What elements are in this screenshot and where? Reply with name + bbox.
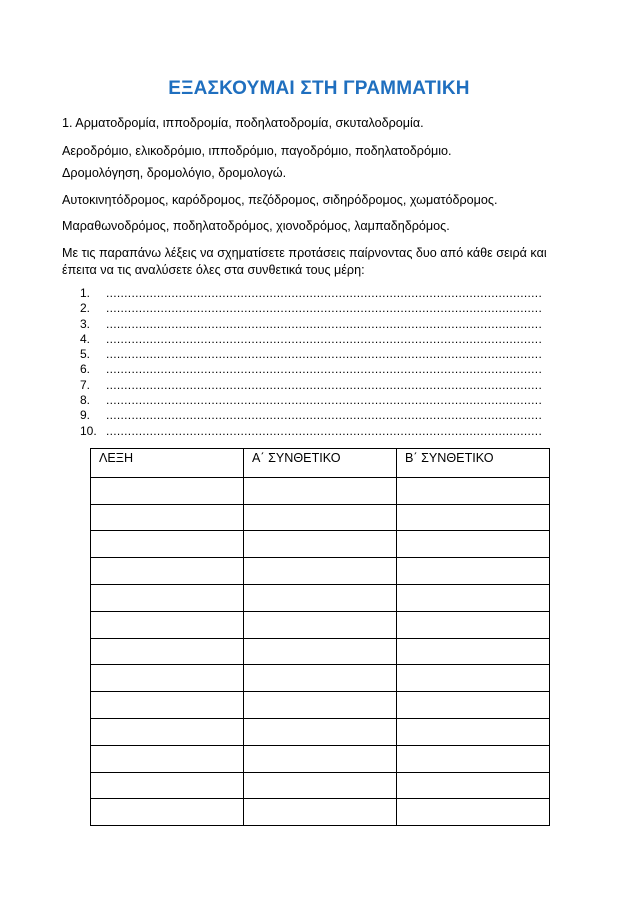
- answer-line[interactable]: [80, 393, 543, 408]
- word-cell[interactable]: [91, 772, 244, 799]
- second-component-cell[interactable]: [397, 611, 550, 638]
- dotted-line: ........................................................................................................................: [106, 393, 543, 408]
- table-row: [91, 665, 550, 692]
- line-number: 2.: [80, 301, 91, 316]
- line-number: 8.: [80, 393, 91, 408]
- instruction-text: Με τις παραπάνω λέξεις να σχηματίσετε προτάσεις παίρνοντας δυο από κάθε σειρά και έπειτα να τις αναλύσετε όλες στα συνθετικά τους μέρη:: [62, 246, 547, 277]
- worksheet-title: ΕΞΑΣΚΟΥΜΑΙ ΣΤΗ ΓΡΑΜΜΑΤΙΚΗ: [168, 78, 470, 99]
- dotted-line: ........................................................................................................................: [106, 362, 543, 377]
- table-row: [91, 745, 550, 772]
- second-component-cell[interactable]: [397, 718, 550, 745]
- dotted-line: ........................................................................................................................: [106, 423, 543, 438]
- first-component-cell[interactable]: [244, 772, 397, 799]
- numbered-answer-lines: [80, 286, 543, 439]
- word-cell[interactable]: [91, 531, 244, 558]
- first-component-cell[interactable]: [244, 504, 397, 531]
- line-number: 9.: [80, 408, 91, 423]
- dotted-line: ........................................................................................................................: [106, 301, 543, 316]
- first-component-cell[interactable]: [244, 799, 397, 826]
- table-row: [91, 558, 550, 585]
- first-component-cell[interactable]: [244, 477, 397, 504]
- answer-line[interactable]: [80, 347, 543, 362]
- word-line-1: 1. Αρματοδρομία, ιπποδρομία, ποδηλατοδρομία, σκυταλοδρομία.: [62, 116, 424, 130]
- first-component-cell[interactable]: [244, 531, 397, 558]
- word-cell[interactable]: [91, 638, 244, 665]
- first-component-cell[interactable]: [244, 558, 397, 585]
- dotted-line: ........................................................................................................................: [106, 331, 543, 346]
- table-row: [91, 504, 550, 531]
- line-number: 7.: [80, 377, 91, 392]
- column-header-first-component: Α΄ ΣΥΝΘΕΤΙΚΟ: [244, 449, 397, 478]
- line-number: 4.: [80, 331, 91, 346]
- table-row: [91, 718, 550, 745]
- table-row: [91, 692, 550, 719]
- second-component-cell[interactable]: [397, 584, 550, 611]
- table-row: [91, 531, 550, 558]
- answer-line[interactable]: [80, 408, 543, 423]
- first-component-cell[interactable]: [244, 665, 397, 692]
- line-number: 1.: [80, 286, 91, 300]
- word-line-4: Αυτοκινητόδρομος, καρόδρομος, πεζόδρομος, σιδηρόδρομος, χωματόδρομος.: [62, 193, 498, 207]
- line-number: 5.: [80, 347, 91, 362]
- dotted-line: ........................................................................................................................: [106, 377, 543, 392]
- word-cell[interactable]: [91, 745, 244, 772]
- second-component-cell[interactable]: [397, 799, 550, 826]
- second-component-cell[interactable]: [397, 692, 550, 719]
- dotted-line: ........................................................................................................................: [106, 286, 543, 300]
- answer-line[interactable]: [80, 316, 543, 332]
- word-line-2: Αεροδρόμιο, ελικοδρόμιο, ιπποδρόμιο, παγοδρόμιο, ποδηλατοδρόμιο.: [62, 144, 452, 158]
- first-component-cell[interactable]: [244, 638, 397, 665]
- line-number: 10.: [80, 423, 97, 438]
- second-component-cell[interactable]: [397, 531, 550, 558]
- dotted-line: ........................................................................................................................: [106, 316, 543, 331]
- word-cell[interactable]: [91, 718, 244, 745]
- answer-line[interactable]: [80, 377, 543, 393]
- word-cell[interactable]: [91, 611, 244, 638]
- answer-line[interactable]: [80, 362, 543, 377]
- word-line-5: Μαραθωνοδρόμος, ποδηλατοδρόμος, χιονοδρόμος, λαμπαδηδρόμος.: [62, 219, 450, 233]
- line-number: 3.: [80, 316, 91, 331]
- word-line-3: Δρομολόγηση, δρομολόγιο, δρομολογώ.: [62, 166, 287, 180]
- answer-line[interactable]: [80, 331, 543, 347]
- column-header-word: ΛΕΞΗ: [91, 449, 244, 478]
- first-component-cell[interactable]: [244, 584, 397, 611]
- word-cell[interactable]: [91, 799, 244, 826]
- second-component-cell[interactable]: [397, 745, 550, 772]
- second-component-cell[interactable]: [397, 772, 550, 799]
- table-row: [91, 772, 550, 799]
- dotted-line: ........................................................................................................................: [106, 347, 543, 362]
- second-component-cell[interactable]: [397, 477, 550, 504]
- column-header-second-component: Β΄ ΣΥΝΘΕΤΙΚΟ: [397, 449, 550, 478]
- word-cell[interactable]: [91, 692, 244, 719]
- second-component-cell[interactable]: [397, 558, 550, 585]
- compound-words-table: [90, 448, 550, 826]
- table-row: [91, 611, 550, 638]
- first-component-cell[interactable]: [244, 745, 397, 772]
- table-row: [91, 638, 550, 665]
- word-cell[interactable]: [91, 558, 244, 585]
- word-cell[interactable]: [91, 584, 244, 611]
- word-cell[interactable]: [91, 504, 244, 531]
- table-row: [91, 477, 550, 504]
- first-component-cell[interactable]: [244, 718, 397, 745]
- first-component-cell[interactable]: [244, 692, 397, 719]
- answer-line[interactable]: [80, 301, 543, 316]
- table-body: [91, 477, 550, 825]
- answer-line[interactable]: [80, 423, 543, 439]
- first-component-cell[interactable]: [244, 611, 397, 638]
- second-component-cell[interactable]: [397, 504, 550, 531]
- line-number: 6.: [80, 362, 91, 377]
- second-component-cell[interactable]: [397, 665, 550, 692]
- dotted-line: ........................................................................................................................: [106, 408, 543, 423]
- table-row: [91, 584, 550, 611]
- table-header-row: [91, 449, 550, 478]
- table-row: [91, 799, 550, 826]
- second-component-cell[interactable]: [397, 638, 550, 665]
- word-cell[interactable]: [91, 665, 244, 692]
- word-cell[interactable]: [91, 477, 244, 504]
- answer-line[interactable]: [80, 286, 543, 301]
